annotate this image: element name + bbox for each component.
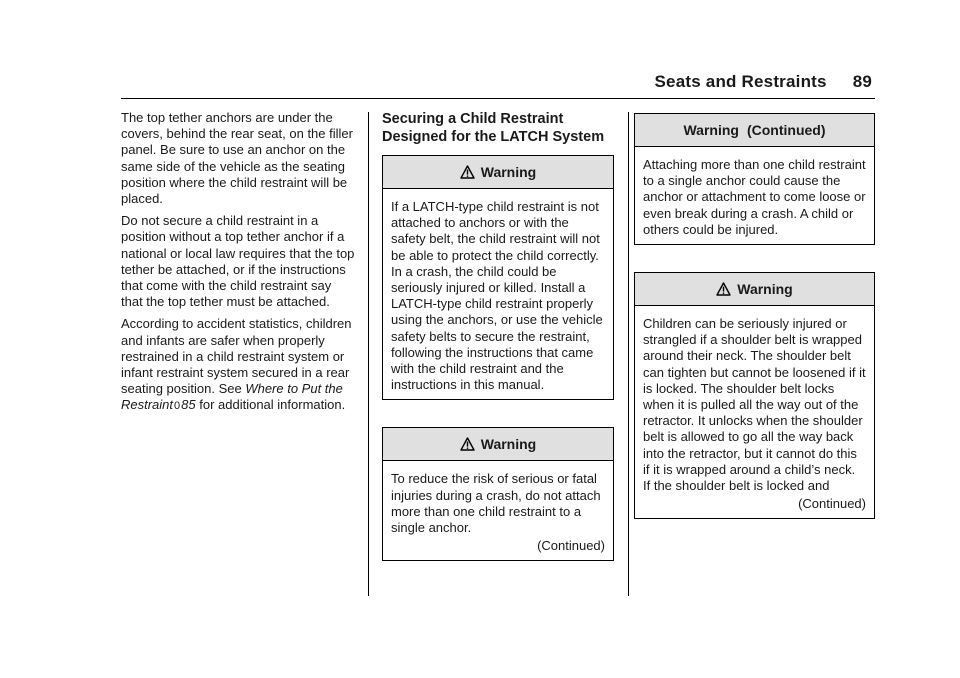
section-heading: Securing a Child Restraint Designed for the LATCH System (382, 111, 605, 145)
paragraph-tether-anchors: The top tether anchors are under the covers, behind the rear seat, on the filler panel. Be sure to use an anchor on the same side of the vehicle as the seating position where the child restraint will be placed. (121, 110, 353, 207)
continued-label: (Continued) (537, 538, 605, 554)
warning-text: To reduce the risk of serious or fatal injuries during a crash, do not attach more than one child restraint to a single anchor. (391, 471, 601, 536)
column-middle (382, 111, 614, 561)
paragraph-tail: for additional information. (195, 397, 346, 413)
warning-header (383, 156, 613, 189)
column-divider-2 (628, 112, 629, 596)
warning-triangle-icon (460, 437, 475, 451)
warning-title: Warning (480, 164, 537, 180)
warning-box-latch (382, 155, 614, 400)
warning-body (635, 306, 874, 518)
paragraph-top-tether-law: Do not secure a child restraint in a position without a top tether anchor if a national or local law requires that the top tether be attached, or if the instructions that come with the child restraint say that the top tether must be attached. (121, 213, 355, 310)
section-title: Seats and Restraints (654, 72, 827, 91)
warning-box-shoulder-belt (634, 272, 875, 519)
column-right (634, 113, 875, 519)
paragraph-text: According to accident statistics, children and infants are safer when properly restrained in a child restraint system or infant restraint system secured in a rear seating position. See (121, 316, 352, 397)
cross-reference-link[interactable]: Where to Put the Restraint (121, 381, 343, 413)
column-left (121, 110, 356, 421)
warning-title: Warning (737, 281, 793, 298)
continued-label: (Continued) (798, 496, 866, 512)
warning-title: Warning (683, 122, 739, 138)
warning-header (635, 114, 874, 147)
page-number: 89 (852, 72, 872, 91)
warning-title-suffix: (Continued) (746, 122, 826, 138)
warning-triangle-icon (460, 165, 475, 179)
warning-header (383, 428, 613, 461)
column-divider-1 (368, 112, 369, 596)
warning-body (383, 461, 613, 560)
warning-title: Warning (480, 436, 537, 453)
warning-box-single-anchor (382, 427, 614, 561)
warning-text: Children can be seriously injured or strangled if a shoulder belt is wrapped around their neck. The shoulder belt can tighten but cannot be loosened if it is locked. The shoulder belt locks when it is pulled all the way out of the retractor. It unlocks when the shoulder belt is allowed to go all the way back into the retractor, but it cannot do this if it is wrapped around a child’s neck. If the shoulder belt is locked and (643, 316, 866, 494)
warning-body: Attaching more than one child restraint to a single anchor could cause the anchor or attachment to come loose or even break during a crash. A child or others could be injured. (643, 157, 866, 237)
warning-box-continued (634, 113, 875, 245)
page-reference-icon: 0 (174, 400, 181, 413)
cross-reference-page[interactable]: 85 (181, 397, 196, 413)
warning-header (635, 273, 874, 306)
paragraph-accident-statistics (121, 316, 356, 414)
warning-triangle-icon (716, 282, 731, 296)
warning-body: If a LATCH-type child restraint is not attached to anchors or with the safety belt, the child restraint will not be able to protect the child correctly. In a crash, the child could be seriously injured or killed. Install a LATCH-type child restraint properly using the anchors, or use the vehicle safety belts to secure the restraint, following the instructions that came with the child restraint and the instructions in this manual. (391, 199, 603, 393)
header-rule (121, 98, 875, 99)
page-header (655, 72, 873, 92)
